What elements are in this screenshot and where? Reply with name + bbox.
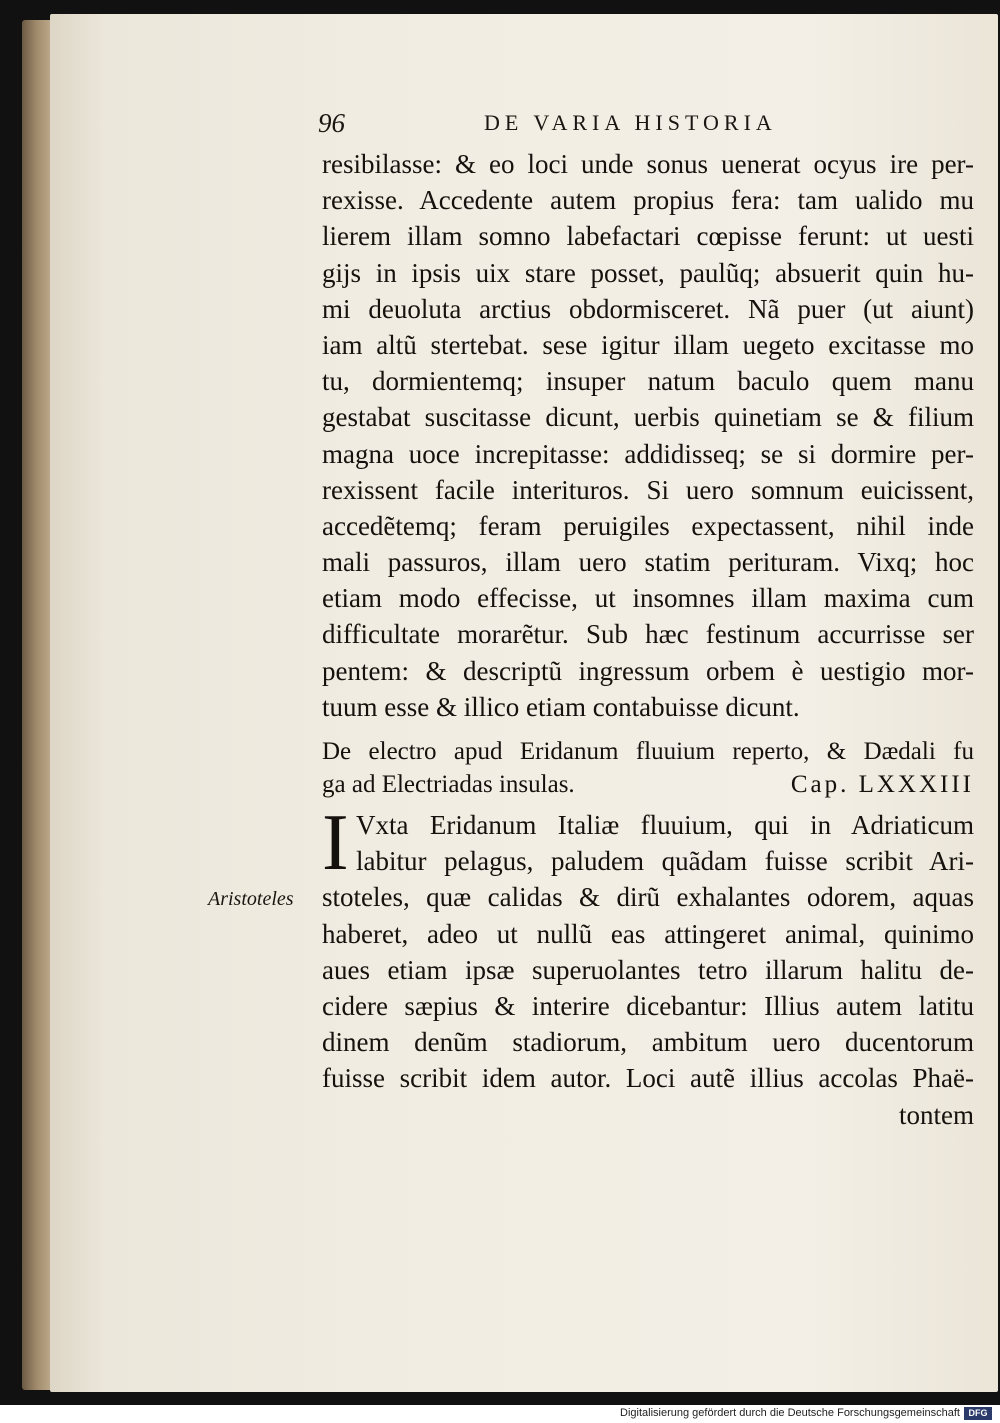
text-line: resibilasse: & eo loci unde sonus uenerat ocyus ire per- — [322, 149, 974, 179]
text-line: iam altũ stertebat. sese igitur illam uegeto excitasse mo — [322, 329, 974, 360]
text-line: mi deuoluta arctius obdormisceret. Nã puer (ut aiunt) — [322, 293, 974, 324]
text-line: cidere sæpius & interire dicebantur: Illius autem latitu — [322, 990, 974, 1021]
margin-note: Aristoteles — [208, 888, 294, 910]
chapter-heading — [322, 735, 974, 801]
body-paragraph — [322, 146, 974, 725]
chapter-heading-line: De electro apud Eridanum fluuium reperto, & Dædali fu — [322, 738, 974, 765]
footer-credit: Digitalisierung gefördert durch die Deutsche Forschungsgemeinschaft — [620, 1407, 960, 1419]
text-line: magna uoce increpitasse: addidisseq; se si dormire per- — [322, 438, 974, 469]
chapter-paragraph — [322, 799, 974, 1133]
folio-number: 96 — [318, 108, 345, 138]
running-title: DE VARIA HISTORIA — [484, 110, 777, 135]
drop-cap: I — [322, 799, 349, 887]
page-header — [318, 108, 838, 142]
dfg-logo: DFG — [964, 1407, 992, 1420]
chapter-heading-line — [322, 768, 974, 801]
text-line: accedẽtemq; feram peruigiles expectassent, nihil inde — [322, 510, 974, 541]
text-line: aues etiam ipsæ superuolantes tetro illarum halitu de- — [322, 954, 974, 985]
text-line: mali passuros, illam uero statim perituram. Vixq; hoc — [322, 547, 974, 578]
text-line: rexisse. Accedente autem propius fera: tam ualido mu — [322, 185, 974, 216]
text-line: pentem: & descriptũ ingressum orbem è uestigio mor- — [322, 655, 974, 686]
text-line: fuisse scribit idem autor. Loci autẽ illius accolas Phaë- — [322, 1063, 974, 1094]
text-line: gestabat suscitasse dicunt, uerbis quinetiam se & filium — [322, 402, 974, 433]
text-line: rexissent facile interituros. Si uero somnum euicissent, — [322, 474, 974, 505]
text-line: difficultate morarẽtur. Sub hæc festinum accurrisse ser — [322, 619, 974, 650]
chapter-number: Cap. LXXXIII — [790, 771, 974, 798]
text-line: stoteles, quæ calidas & dirũ exhalantes odorem, aquas — [322, 882, 974, 913]
text-line: Vxta Eridanum Italiæ fluuium, qui in Adriaticum — [356, 810, 974, 840]
text-line: labitur pelagus, paludem quãdam fuisse scribit Ari- — [356, 846, 974, 877]
text-line: etiam modo effecisse, ut insomnes illam maxima cum — [322, 583, 974, 614]
text-line: tuum esse & illico etiam contabuisse dicunt. — [322, 691, 800, 722]
text-line: dinem denũm stadiorum, ambitum uero ducentorum — [322, 1027, 974, 1058]
text-block — [322, 146, 974, 1133]
text-line: tu, dormientemq; insuper natum baculo quem manu — [322, 366, 974, 397]
catchword: tontem — [899, 1099, 974, 1130]
text-line: haberet, adeo ut nullũ eas attingeret animal, quinimo — [322, 918, 974, 949]
text-line: lierem illam somno labefactari cœpisse ferunt: ut uesti — [322, 221, 974, 252]
chapter-heading-text: ga ad Electriadas insulas. — [322, 771, 575, 798]
text-line: gijs in ipsis uix stare posset, paulũq; absuerit quin hu- — [322, 257, 974, 288]
